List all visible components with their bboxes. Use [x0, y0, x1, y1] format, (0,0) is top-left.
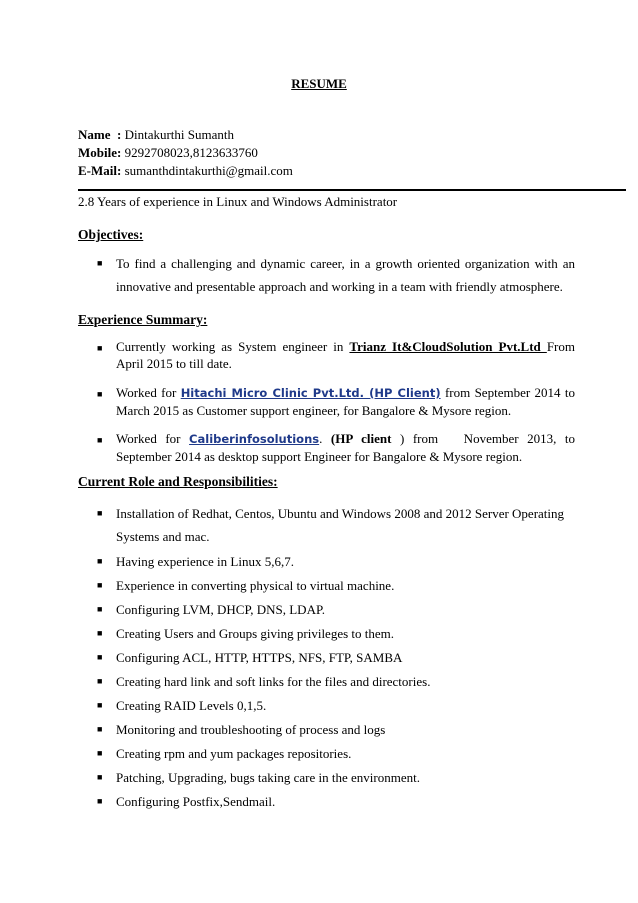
role-item: Creating hard link and soft links for the files and directories. [116, 674, 431, 689]
experience-item-1-pre: Currently working as System engineer in [116, 339, 350, 354]
email-line [78, 163, 293, 179]
experience-summary-line: 2.8 Years of experience in Linux and Windows Administrator [78, 194, 398, 209]
square-bullet-icon: ■ [97, 580, 103, 590]
company-trianz: Trianz It&CloudSolution Pvt.Ltd [349, 339, 547, 354]
square-bullet-icon: ■ [97, 700, 103, 710]
role-item: Configuring ACL, HTTP, HTTPS, NFS, FTP, SAMBA [116, 650, 403, 665]
name-separator: : [110, 127, 125, 142]
square-bullet-icon: ■ [97, 508, 103, 518]
experience-item-3 [116, 430, 579, 465]
experience-item-1-post: From April 2015 to till date. [116, 339, 575, 371]
experience-item-3-post: ) from November 2013, to September 2014 as desktop support Engineer for Bangalore & Mysore region. [116, 431, 579, 464]
square-bullet-icon: ■ [97, 628, 103, 638]
roles-heading: Current Role and Responsibilities: [78, 474, 278, 489]
square-bullet-icon: ■ [97, 435, 103, 445]
experience-item-2 [116, 384, 575, 419]
company-caliber-link[interactable]: Caliberinfosolutions [189, 432, 320, 446]
role-item: Creating rpm and yum packages repositories. [116, 746, 352, 761]
role-item: Having experience in Linux 5,6,7. [116, 554, 294, 569]
email-value: sumanthdintakurthi@gmail.com [121, 163, 293, 178]
experience-item-2-pre: Worked for [116, 385, 181, 400]
square-bullet-icon: ■ [97, 772, 103, 782]
square-bullet-icon: ■ [97, 604, 103, 614]
resume-title: RESUME [291, 76, 347, 91]
role-item: Patching, Upgrading, bugs taking care in the environment. [116, 770, 420, 785]
experience-item-3-pre: Worked for [116, 431, 190, 446]
square-bullet-icon: ■ [97, 748, 103, 758]
role-item: Monitoring and troubleshooting of process and logs [116, 722, 386, 737]
role-item: Experience in converting physical to virtual machine. [116, 578, 395, 593]
square-bullet-icon: ■ [97, 556, 103, 566]
hp-client-label: (HP client [330, 431, 392, 446]
square-bullet-icon: ■ [97, 676, 103, 686]
objectives-heading: Objectives: [78, 227, 144, 242]
mobile-value: 9292708023,8123633760 [121, 145, 258, 160]
mobile-line [78, 145, 258, 161]
name-line [78, 127, 234, 143]
square-bullet-icon: ■ [97, 343, 103, 353]
square-bullet-icon: ■ [97, 796, 103, 806]
role-item: Installation of Redhat, Centos, Ubuntu and Windows 2008 and 2012 Server Operating Systems and mac. [116, 506, 565, 544]
square-bullet-icon: ■ [97, 389, 103, 399]
role-item: Creating RAID Levels 0,1,5. [116, 698, 267, 713]
square-bullet-icon: ■ [97, 258, 103, 268]
name-value: Dintakurthi Sumanth [124, 127, 235, 142]
experience-item-3-mid: . [319, 431, 331, 446]
horizontal-divider [78, 189, 626, 191]
name-label: Name [78, 127, 111, 142]
objective-item: To find a challenging and dynamic career, in a growth oriented organization with an innovative and presentable approach and working in a team with friendly atmosphere. [116, 256, 575, 294]
square-bullet-icon: ■ [97, 652, 103, 662]
email-label: E-Mail: [78, 163, 122, 178]
experience-item-2-post: from September 2014 to March 2015 as Customer support engineer, for Bangalore & Mysore region. [116, 385, 575, 418]
role-item: Configuring LVM, DHCP, DNS, LDAP. [116, 602, 325, 617]
experience-item-1 [116, 338, 575, 372]
role-item: Configuring Postfix,Sendmail. [116, 794, 276, 809]
role-item: Creating Users and Groups giving privileges to them. [116, 626, 395, 641]
square-bullet-icon: ■ [97, 724, 103, 734]
mobile-label: Mobile: [78, 145, 122, 160]
company-hitachi-link[interactable]: Hitachi Micro Clinic Pvt.Ltd. (HP Client) [180, 386, 441, 400]
experience-summary-heading: Experience Summary: [78, 312, 208, 327]
